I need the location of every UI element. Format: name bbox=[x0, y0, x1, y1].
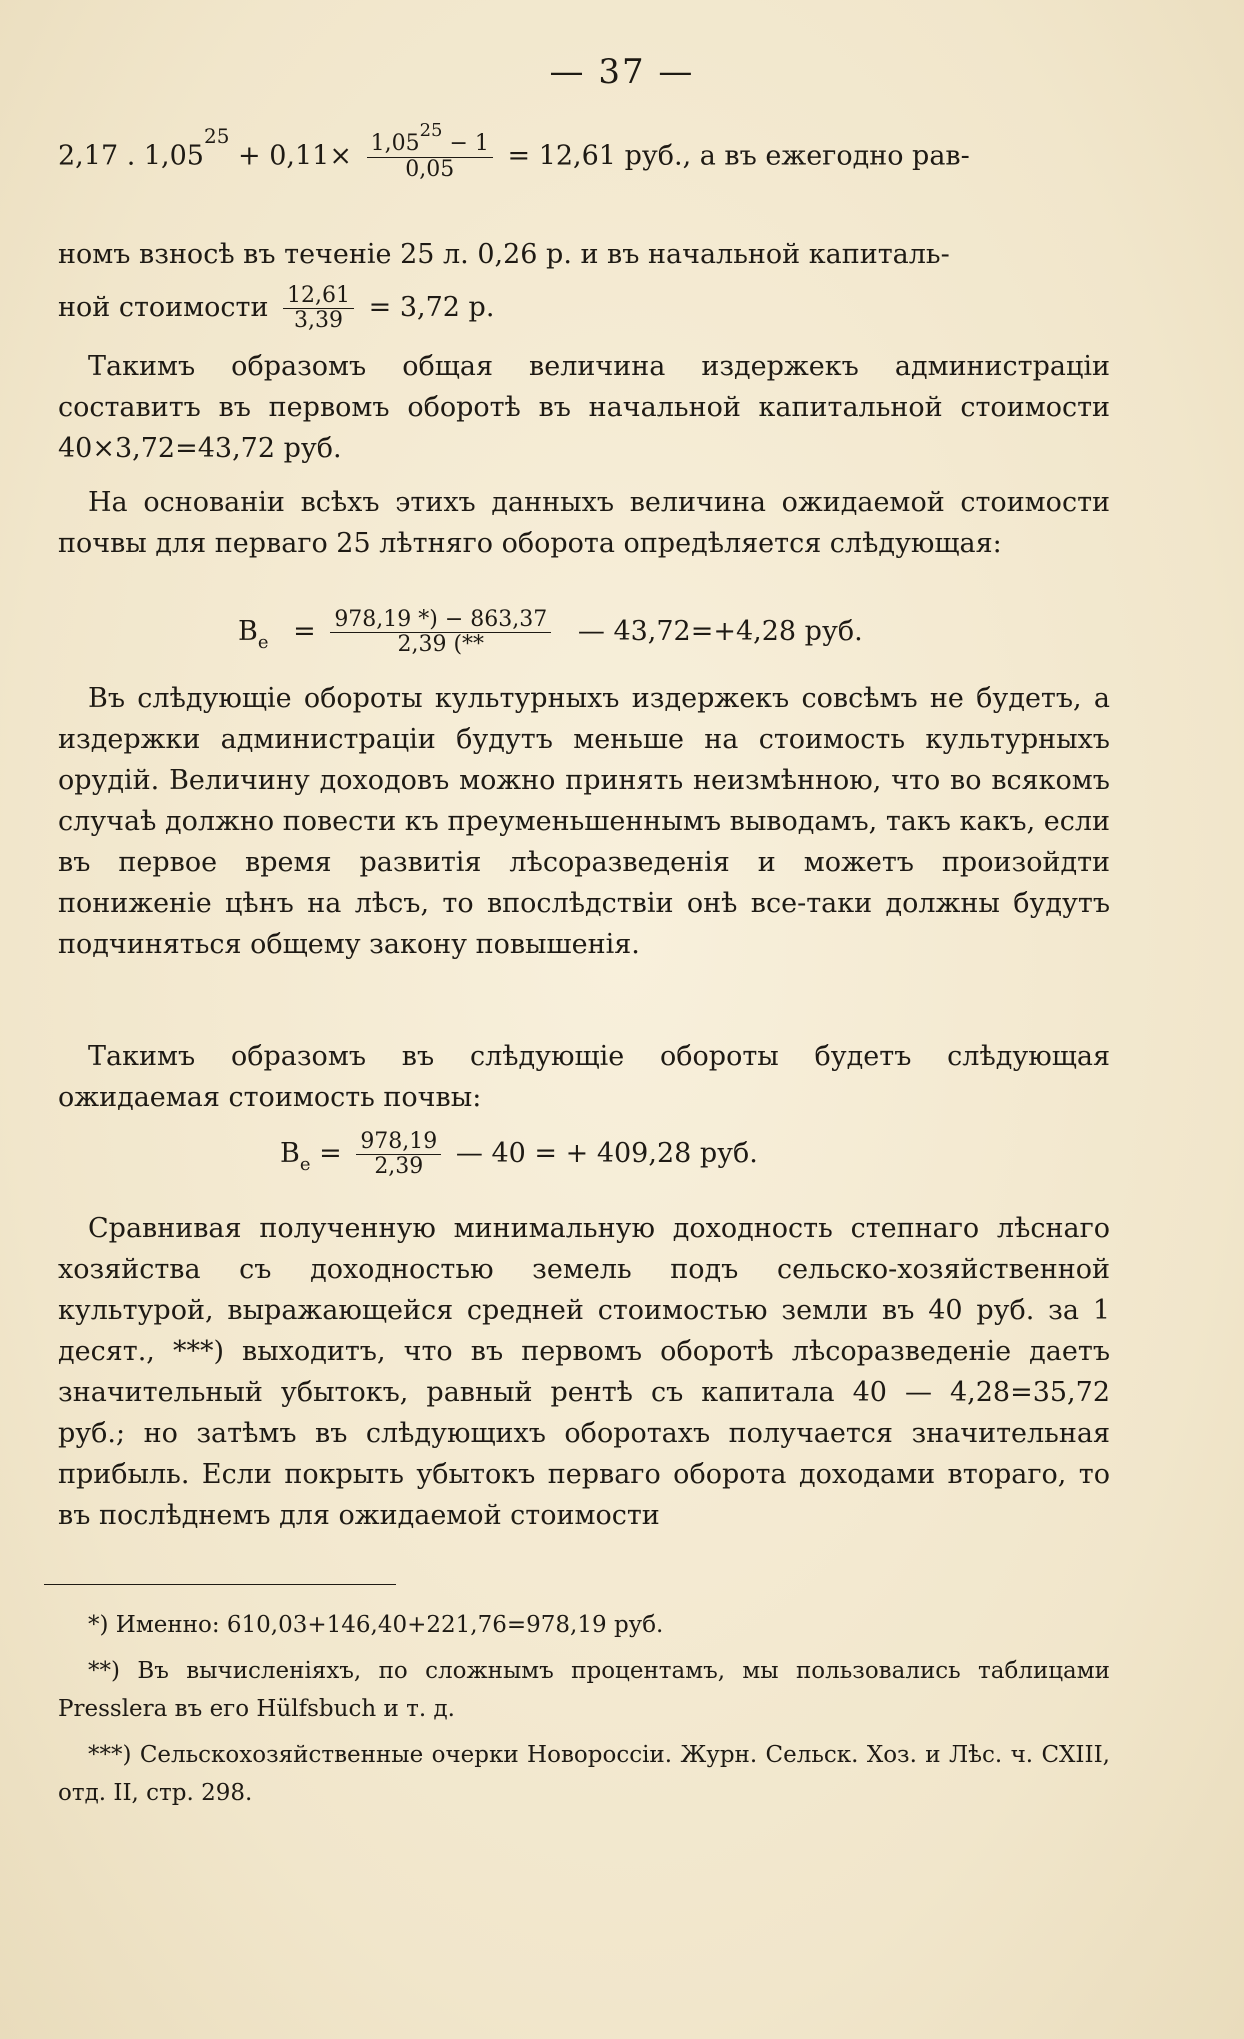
formula-result: = 12,61 руб., а въ ежегодно рав- bbox=[507, 140, 970, 172]
formula-compound-interest bbox=[58, 120, 1110, 182]
formula-start: 2,17 . 1,05 bbox=[58, 140, 204, 172]
footnote-2: **) Въ вычисленіяхъ, по сложнымъ процентамъ, мы пользовались таблицами Presslera въ его Hülfsbuch и т. д. bbox=[58, 1658, 1110, 1722]
formula-expected-value-2 bbox=[58, 1130, 1110, 1179]
footnote-3: ***) Сельскохозяйственные очерки Новороссіи. Журн. Сельск. Хоз. и Лѣс. ч. CXIII, отд. II, стр. 298. bbox=[58, 1742, 1110, 1806]
formula-rest: — 40 = + 409,28 руб. bbox=[455, 1138, 758, 1169]
numerator: 978,19 *) − 863,37 bbox=[330, 608, 551, 633]
fraction-capital bbox=[283, 284, 354, 333]
numerator: 12,61 bbox=[283, 284, 354, 309]
footnote-1: *) Именно: 610,03+146,40+221,76=978,19 руб. bbox=[88, 1612, 664, 1638]
denominator: 3,39 bbox=[294, 308, 344, 333]
paragraph-thus: Такимъ образомъ въ слѣдующіе обороты будетъ слѣдующая ожидаемая стоимость почвы: bbox=[58, 1041, 1110, 1113]
formula-lhs-subscript: e bbox=[299, 1154, 311, 1175]
paragraph-admin-costs: Такимъ образомъ общая величина издержекъ администраціи составитъ въ первомъ оборотѣ въ начальной капитальной стоимости 40×3,72=43,72 руб. bbox=[58, 351, 1110, 464]
formula-text: ной стоимости bbox=[58, 292, 269, 323]
formula-lhs-subscript: e bbox=[257, 632, 269, 653]
exponent: 25 bbox=[203, 123, 230, 148]
numerator: 978,19 bbox=[356, 1130, 441, 1155]
formula-plus-term: + 0,11× bbox=[238, 140, 352, 172]
paragraph-next-rotations: Въ слѣдующіе обороты культурныхъ издержекъ совсѣмъ не будетъ, а издержки администраціи будутъ меньше на стоимость культурныхъ орудій. Величину доходовъ можно принять неизмѣнною, что во всякомъ случаѣ должно повести къ преуменьшеннымъ выводамъ, такъ какъ, если въ первое время развитія лѣсоразведенія и можетъ произойдти пониженіе цѣнъ на лѣсъ, то впослѣдствіи онѣ все-таки должны будутъ подчиняться общему закону повышенія. bbox=[58, 683, 1110, 960]
footnotes bbox=[58, 1606, 1110, 1820]
fraction-annuity bbox=[367, 120, 493, 182]
formula-continuation: номъ взносѣ въ теченіе 25 л. 0,26 р. и въ начальной капиталь- bbox=[58, 239, 950, 270]
denominator: 0,05 bbox=[405, 157, 455, 182]
fraction-expected-value bbox=[356, 1130, 441, 1179]
numerator-base: 1,05 bbox=[370, 131, 420, 156]
fraction-expected-value bbox=[330, 608, 551, 657]
denominator: 2,39 (** bbox=[397, 632, 485, 657]
formula-lhs: B bbox=[238, 616, 258, 647]
formula-result: = 3,72 р. bbox=[368, 292, 495, 323]
equals-sign: = bbox=[319, 1138, 342, 1169]
paragraph-basis: На основаніи всѣхъ этихъ данныхъ величина ожидаемой стоимости почвы для перваго 25 лѣтняго оборота опредѣляется слѣдующая: bbox=[58, 487, 1110, 559]
denominator: 2,39 bbox=[374, 1154, 424, 1179]
footnote-divider bbox=[44, 1584, 396, 1585]
numerator-exponent: 25 bbox=[419, 120, 443, 141]
numerator-rest: − 1 bbox=[442, 131, 489, 156]
page-number: — 37 — bbox=[549, 52, 695, 92]
formula-line-capital bbox=[58, 284, 1110, 333]
equals-sign: = bbox=[293, 616, 316, 647]
formula-lhs: B bbox=[280, 1138, 300, 1169]
formula-expected-value-1 bbox=[58, 608, 1110, 657]
formula-rest: — 43,72=+4,28 руб. bbox=[577, 616, 863, 647]
paragraph-compare: Сравнивая полученную минимальную доходность степнаго лѣснаго хозяйства съ доходностью земель подъ сельско-хозяйственной культурой, выражающейся средней стоимостью земли въ 40 руб. за 1 десят., ***) выходитъ, что въ первомъ оборотѣ лѣсоразведеніе даетъ значительный убытокъ, равный рентѣ съ капитала 40 — 4,28=35,72 руб.; но затѣмъ въ слѣдующихъ оборотахъ получается значительная прибыль. Если покрыть убытокъ перваго оборота доходами втораго, то въ послѣднемъ для ожидаемой стоимости bbox=[58, 1213, 1110, 1531]
